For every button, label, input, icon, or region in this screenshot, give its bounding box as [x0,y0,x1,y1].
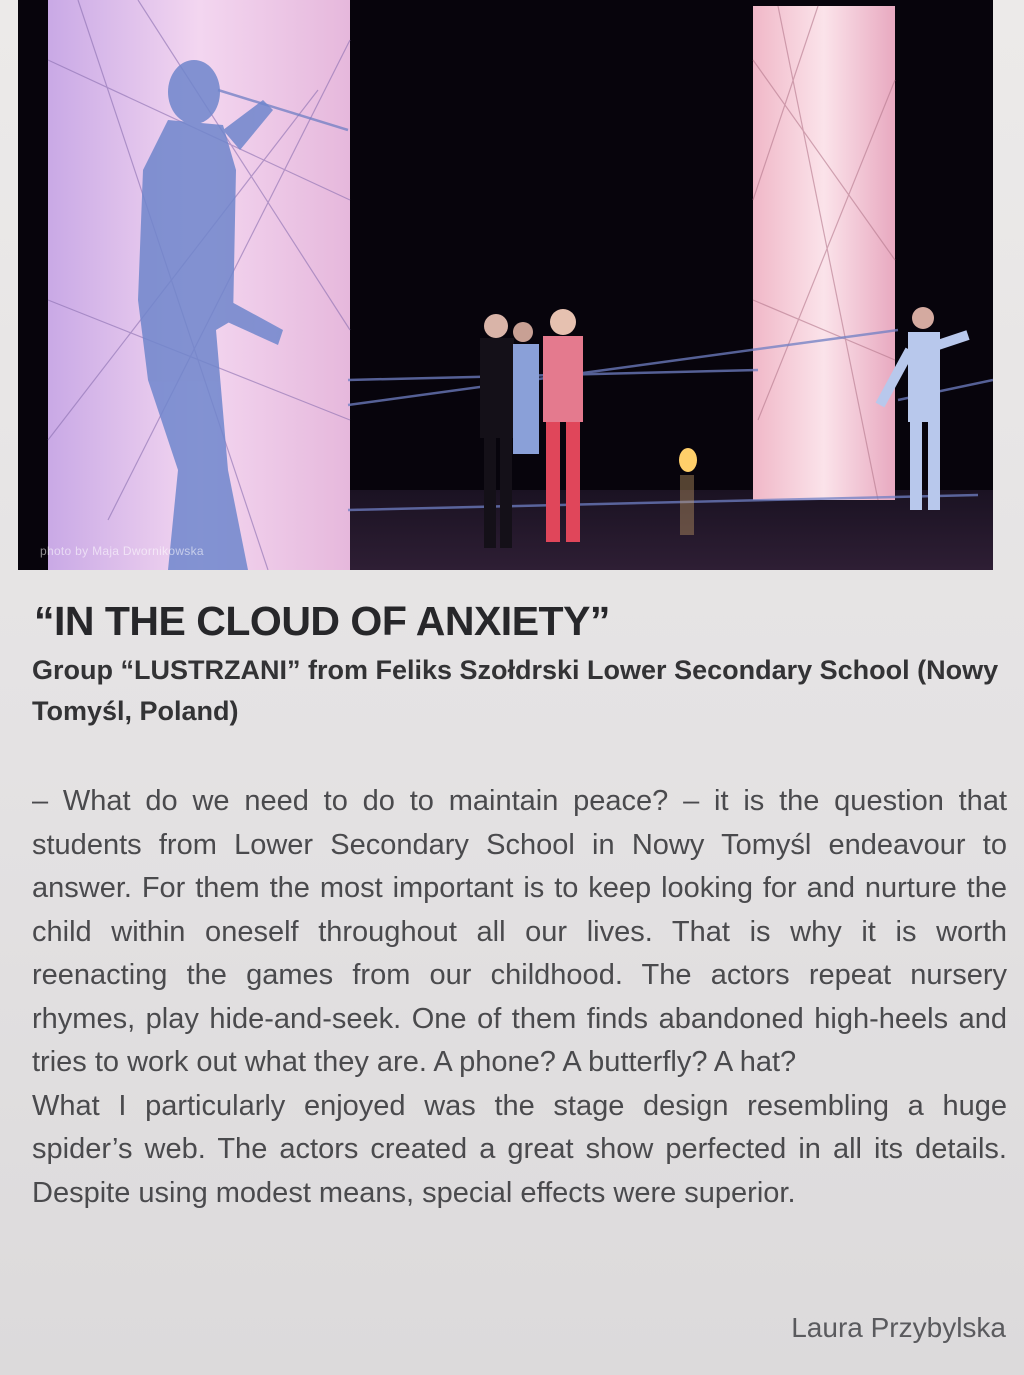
stage-lamp [679,448,697,472]
stage-photo-illustration [18,0,993,570]
article-title: “IN THE CLOUD OF ANXIETY” [34,598,610,644]
body-paragraph-1: – What do we need to do to maintain peace? – it is the question that students from Lower Secondary School in Nowy Tomyśl endeavour to answer. For them the most important is to keep looking for and nurture the child within oneself throughout all our lives. That is why it is worth reenacting the games from our childhood. The actors repeat nursery rhymes, play hide-and-seek. One of them finds abandoned high-heels and tries to work out what they are. A phone? A butterfly? A hat? [32,785,1007,1078]
article-body [32,780,1007,1215]
stage-photo [18,0,993,570]
body-paragraph-2: What I particularly enjoyed was the stage design resembling a huge spider’s web. The actors created a great show perfected in all its details. Despite using modest means, special effects were superior. [32,1089,1007,1209]
article-author: Laura Przybylska [791,1312,1006,1343]
right-screen-panel [753,6,895,500]
photo-credit: photo by Maja Dwornikowska [40,544,204,558]
article-subtitle: Group “LUSTRZANI” from Feliks Szołdrski Lower Secondary School (Nowy Tomyśl, Poland) [32,655,999,726]
